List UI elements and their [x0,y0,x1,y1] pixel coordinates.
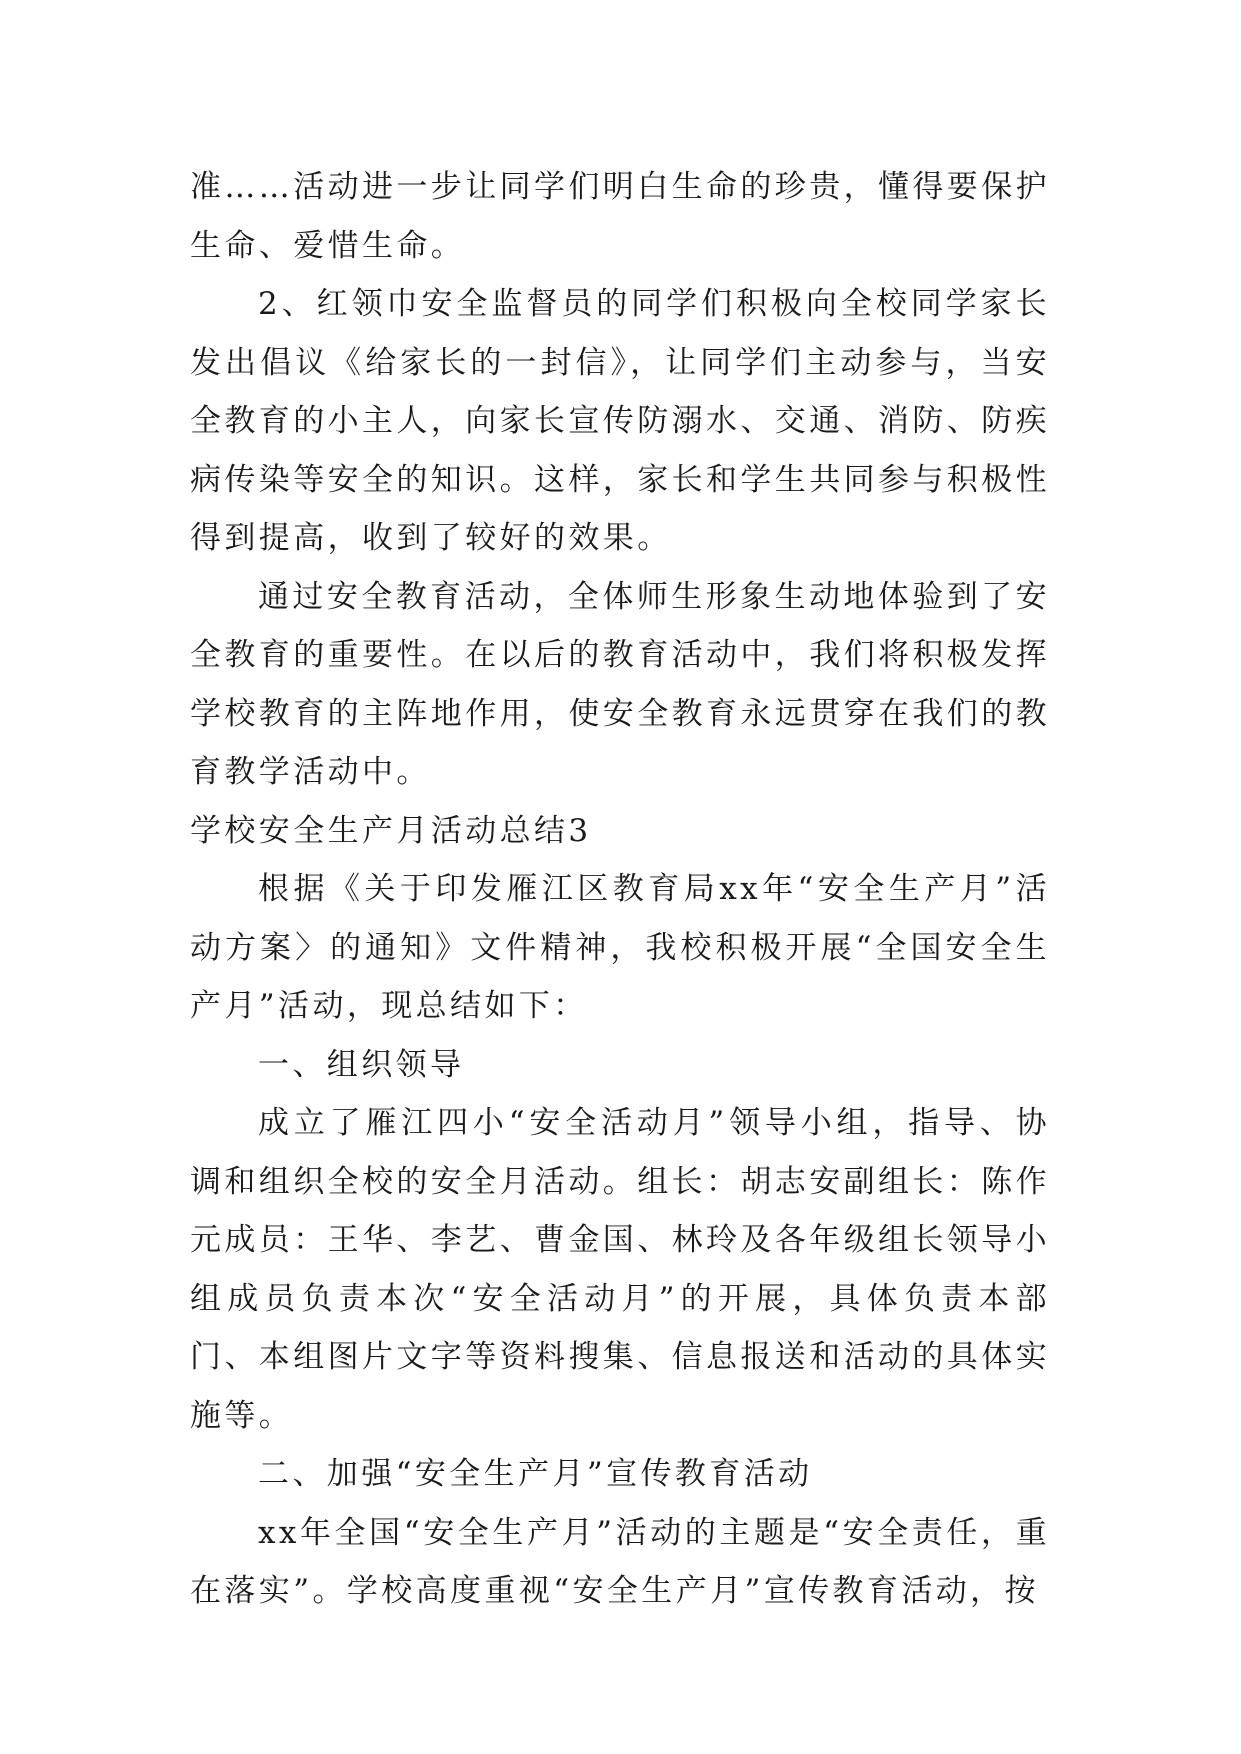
paragraph-safety-education-summary: 通过安全教育活动，全体师生形象生动地体验到了安全教育的重要性。在以后的教育活动中，我们将积极发挥学校教育的主阵地作用，使安全教育永远贯穿在我们的教育教学活动中。 [190,578,1050,790]
paragraph-life-value: 准……活动进一步让同学们明白生命的珍贵，懂得要保护生命、爱惜生命。 [190,169,1050,264]
paragraph-theme: xx年全国“安全生产月”活动的主题是“安全责任，重在落实”。学校高度重视“安全生产月”宣传教育活动，按 [190,1514,1050,1609]
subheading-organization-leadership: 一、组织领导 [258,1046,465,1083]
subheading-publicity-education: 二、加强“安全生产月”宣传教育活动 [258,1456,813,1492]
document-body [190,158,1050,1621]
paragraph-red-scarf-supervisors: 2、红领巾安全监督员的同学们积极向全校同学家长发出倡议《给家长的一封信》，让同学们主动参与，当安全教育的小主人，向家长宣传防溺水、交通、消防、防疾病传染等安全的知识。这样，家长和学生共同参与积极性得到提高，收到了较好的效果。 [190,286,1050,556]
paragraph-leadership-group: 成立了雁江四小“安全活动月”领导小组，指导、协调和组织全校的安全月活动。组长：胡志安副组长：陈作元成员：王华、李艺、曹金国、林玲及各年级组长领导小组成员负责本次“安全活动月”的开展，具体负责本部门、本组图片文字等资料搜集、信息报送和活动的具体实施等。 [190,1105,1050,1434]
section-heading: 学校安全生产月活动总结3 [190,812,592,849]
paragraph-according-to-notice: 根据《关于印发雁江区教育局xx年“安全生产月”活动方案〉的通知》文件精神，我校积极开展“全国安全生产月”活动，现总结如下： [190,871,1050,1024]
